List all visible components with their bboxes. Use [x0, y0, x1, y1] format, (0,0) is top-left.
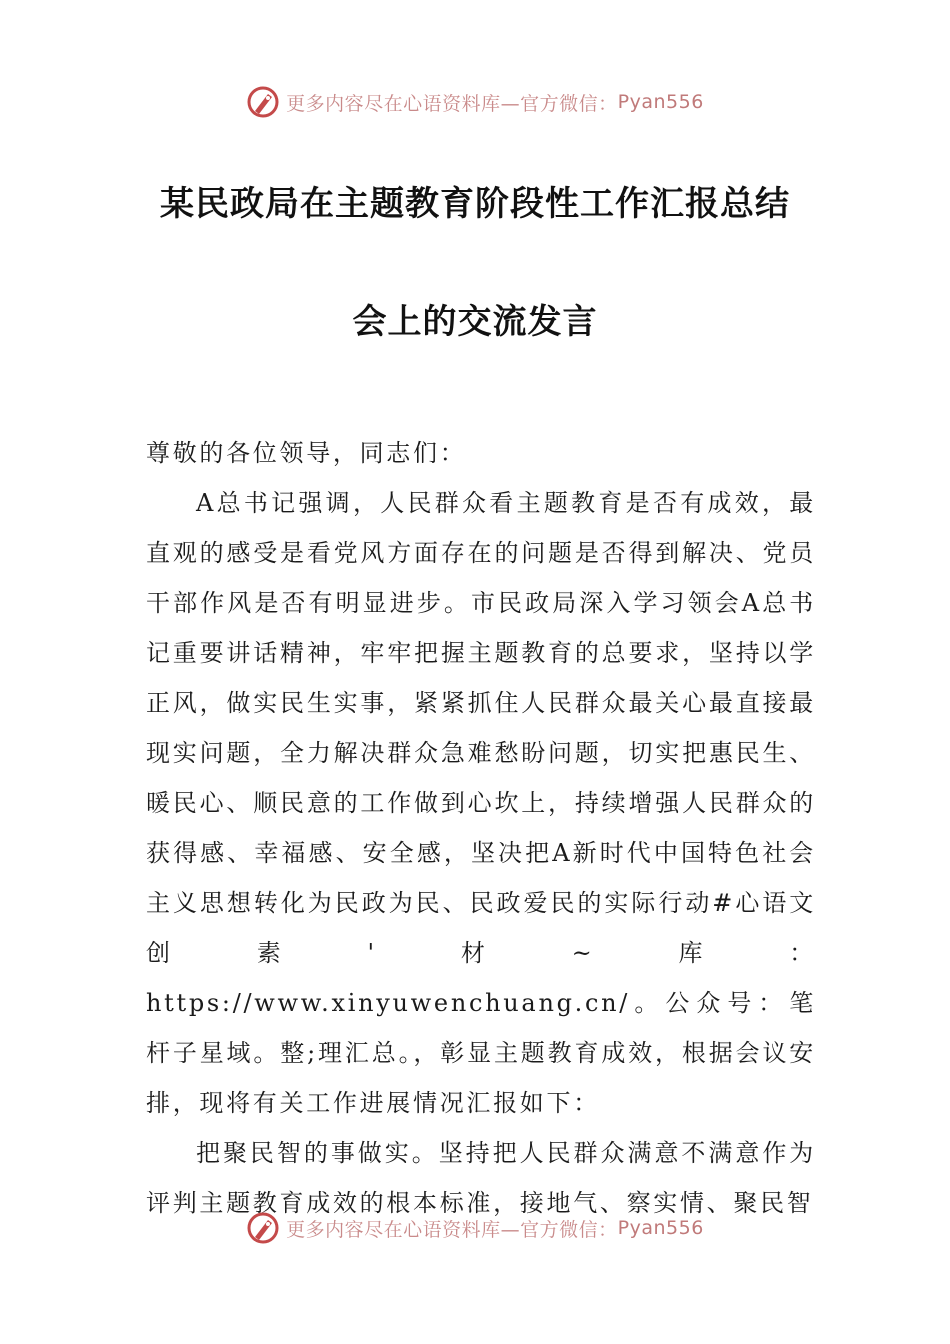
paragraph-1: A总书记强调，人民群众看主题教育是否有成效，最直观的感受是看党风方面存在的问题是否得到解决、党员干部作风是否有明显进步。市民政局深入学习领会A总书记重要讲话精神，牢牢把握主题教育的总要求，坚持以学正风，做实民生实事，紧紧抓住人民群众最关心最直接最现实问题，全力解决群众急难愁盼问题，切实把惠民生、暖民心、顺民意的工作做到心坎上，持续增强人民群众的获得感、幸福感、安全感，坚决把A新时代中国特色社会主义思想转化为民政为民、民政爱民的实际行动#心语文创素'材~库：https://www.xinyuwenchuang.cn/。公众号：笔杆子星域。整;理汇总。，彰显主题教育成效，根据会议安排，现将有关工作进展情况汇报如下：	[146, 489, 816, 1117]
salutation: 尊敬的各位领导，同志们：	[146, 439, 467, 467]
watermark-text: 更多内容尽在心语资料库—官方微信：	[286, 92, 618, 115]
document-title-line-2: 会上的交流发言	[352, 302, 598, 342]
watermark-text: 更多内容尽在心语资料库—官方微信：	[286, 1218, 618, 1241]
pen-nib-circle-icon	[246, 1211, 280, 1245]
watermark-wechat-id: Pyan556	[617, 91, 704, 113]
paragraph-2: 把聚民智的事做实。坚持把人民群众满意不满意作为评判主题教育成效的根本标准，接地气、察实情、聚民智	[146, 1139, 816, 1217]
document-title-line-1: 某民政局在主题教育阶段性工作汇报总结	[160, 184, 790, 224]
watermark-wechat-id: Pyan556	[617, 1217, 704, 1239]
document-body	[146, 428, 816, 1228]
watermark-header	[0, 82, 950, 122]
pen-nib-circle-icon	[246, 85, 280, 119]
watermark-footer	[0, 1208, 950, 1248]
